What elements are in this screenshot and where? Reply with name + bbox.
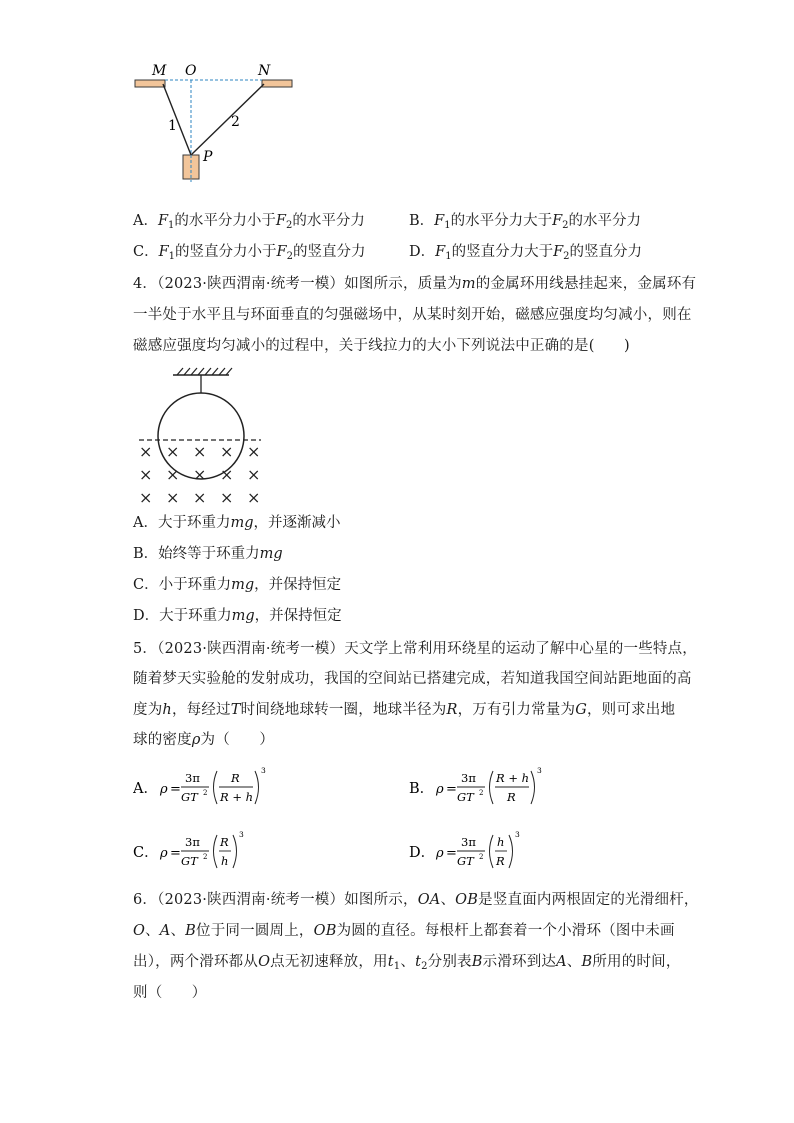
svg-text:3π: 3π [461,835,476,849]
label-n: N [258,63,271,79]
q3-option-d[interactable]: D．$F_1$的竖直分力大于$F_2$的竖直分力 [409,244,643,262]
svg-text:R: R [496,854,505,868]
svg-text:3: 3 [239,830,244,839]
svg-text:×: × [220,442,234,461]
svg-text:×: × [139,488,153,507]
svg-text:×: × [166,465,180,484]
svg-text:h: h [221,854,229,868]
svg-text:×: × [193,442,207,461]
svg-text:3π: 3π [185,771,200,785]
ceiling-hatch [177,368,232,375]
svg-text:×: × [220,488,234,507]
q6-stem-line-3: 出），两个滑环都从O点无初速释放，用$t_1$、$t_2$分别表B示滑环到达A、B所用的时间， [133,954,681,972]
svg-text:×: × [193,465,207,484]
q3-option-c[interactable]: C．$F_1$的竖直分力小于$F_2$的竖直分力 [133,244,366,262]
q5-stem-line-2: 随着梦天实验舱的发射成功，我国的空间站已搭建完成，若知道我国空间站距地面的高 [133,671,692,687]
q5-stem-line-3: 度为h，每经过T时间绕地球转一圈，地球半径为R，万有引力常量为G，则可求出地 [133,702,676,718]
q5-option-d[interactable] [409,827,529,875]
svg-text:×: × [139,465,153,484]
q5-option-a[interactable] [133,763,273,811]
svg-text:A．: A． [133,781,158,797]
q5-option-b[interactable] [409,763,549,811]
svg-text:h: h [497,835,505,849]
svg-text:3π: 3π [461,771,476,785]
svg-text:×: × [166,488,180,507]
label-1: 1 [168,118,177,134]
q4-stem-line-1: 4．（2023·陕西渭南·统考一模）如图所示，质量为m的金属环用线悬挂起来，金属环有 [133,276,697,292]
q4-option-b[interactable]: B．始终等于环重力mg [133,546,283,562]
q3-option-b[interactable]: B．$F_1$的水平分力大于$F_2$的水平分力 [409,213,642,231]
svg-text:R + h: R + h [220,790,254,804]
svg-text:GT: GT [181,854,198,868]
q4-option-d[interactable]: D．大于环重力mg，并保持恒定 [133,608,342,624]
svg-text:3: 3 [537,766,542,775]
svg-text:3: 3 [515,830,520,839]
svg-text:R: R [231,771,240,785]
svg-text:=: = [170,782,181,797]
svg-text:×: × [193,488,207,507]
q6-stem-line-1: 6．（2023·陕西渭南·统考一模）如图所示，OA、OB是竖直面内两根固定的光滑细杆， [133,892,699,908]
q6-stem-line-4: 则（ ） [133,985,207,1001]
svg-text:R: R [220,835,229,849]
svg-text:GT: GT [457,854,474,868]
svg-text:=: = [446,782,457,797]
svg-text:2: 2 [203,789,208,797]
q4-stem-line-2: 一半处于水平且与环面垂直的匀强磁场中，从某时刻开始，磁感应强度均匀减小，则在 [133,307,692,323]
q4-option-c[interactable]: C．小于环重力mg，并保持恒定 [133,577,342,593]
svg-text:×: × [139,442,153,461]
right-ceiling [262,80,292,87]
svg-text:ρ: ρ [160,846,168,861]
q3-figure [128,58,308,186]
svg-text:D．: D． [409,845,436,861]
svg-text:×: × [166,442,180,461]
q5-option-c[interactable] [133,827,253,875]
svg-text:GT: GT [181,790,198,804]
svg-text:R + h: R + h [496,771,530,785]
svg-text:=: = [170,846,181,861]
svg-text:3π: 3π [185,835,200,849]
magnetic-field-crosses [139,442,260,507]
svg-text:×: × [247,488,261,507]
svg-text:=: = [446,846,457,861]
q5-stem-line-4: 球的密度ρ为（ ） [133,732,275,748]
svg-text:ρ: ρ [160,782,168,797]
svg-text:B．: B． [409,781,435,797]
svg-text:2: 2 [479,789,484,797]
svg-text:2: 2 [203,853,208,861]
label-m: M [152,63,167,79]
svg-text:×: × [247,465,261,484]
svg-text:×: × [220,465,234,484]
svg-text:×: × [247,442,261,461]
left-ceiling [135,80,165,87]
label-p: P [203,149,213,165]
q5-stem-line-1: 5．（2023·陕西渭南·统考一模）天文学上常利用环绕星的运动了解中心星的一些特点， [133,641,697,657]
svg-text:C．: C． [133,845,159,861]
svg-text:R: R [507,790,516,804]
rope-2 [191,84,264,155]
q3-option-a[interactable]: A．$F_1$的水平分力小于$F_2$的水平分力 [133,213,365,231]
svg-text:2: 2 [479,853,484,861]
q4-option-a[interactable]: A．大于环重力mg，并逐渐减小 [133,515,341,531]
svg-text:ρ: ρ [436,782,444,797]
q6-stem-line-2: O、A、B位于同一圆周上，OB为圆的直径。每根杆上都套着一个小滑环（图中未画 [133,923,675,939]
label-o: O [185,63,197,79]
q4-stem-line-3: 磁感应强度均匀减小的过程中，关于线拉力的大小下列说法中正确的是( ) [133,338,630,354]
label-2: 2 [231,114,240,130]
svg-text:3: 3 [261,766,266,775]
svg-text:GT: GT [457,790,474,804]
svg-text:ρ: ρ [436,846,444,861]
q4-figure [133,364,268,508]
